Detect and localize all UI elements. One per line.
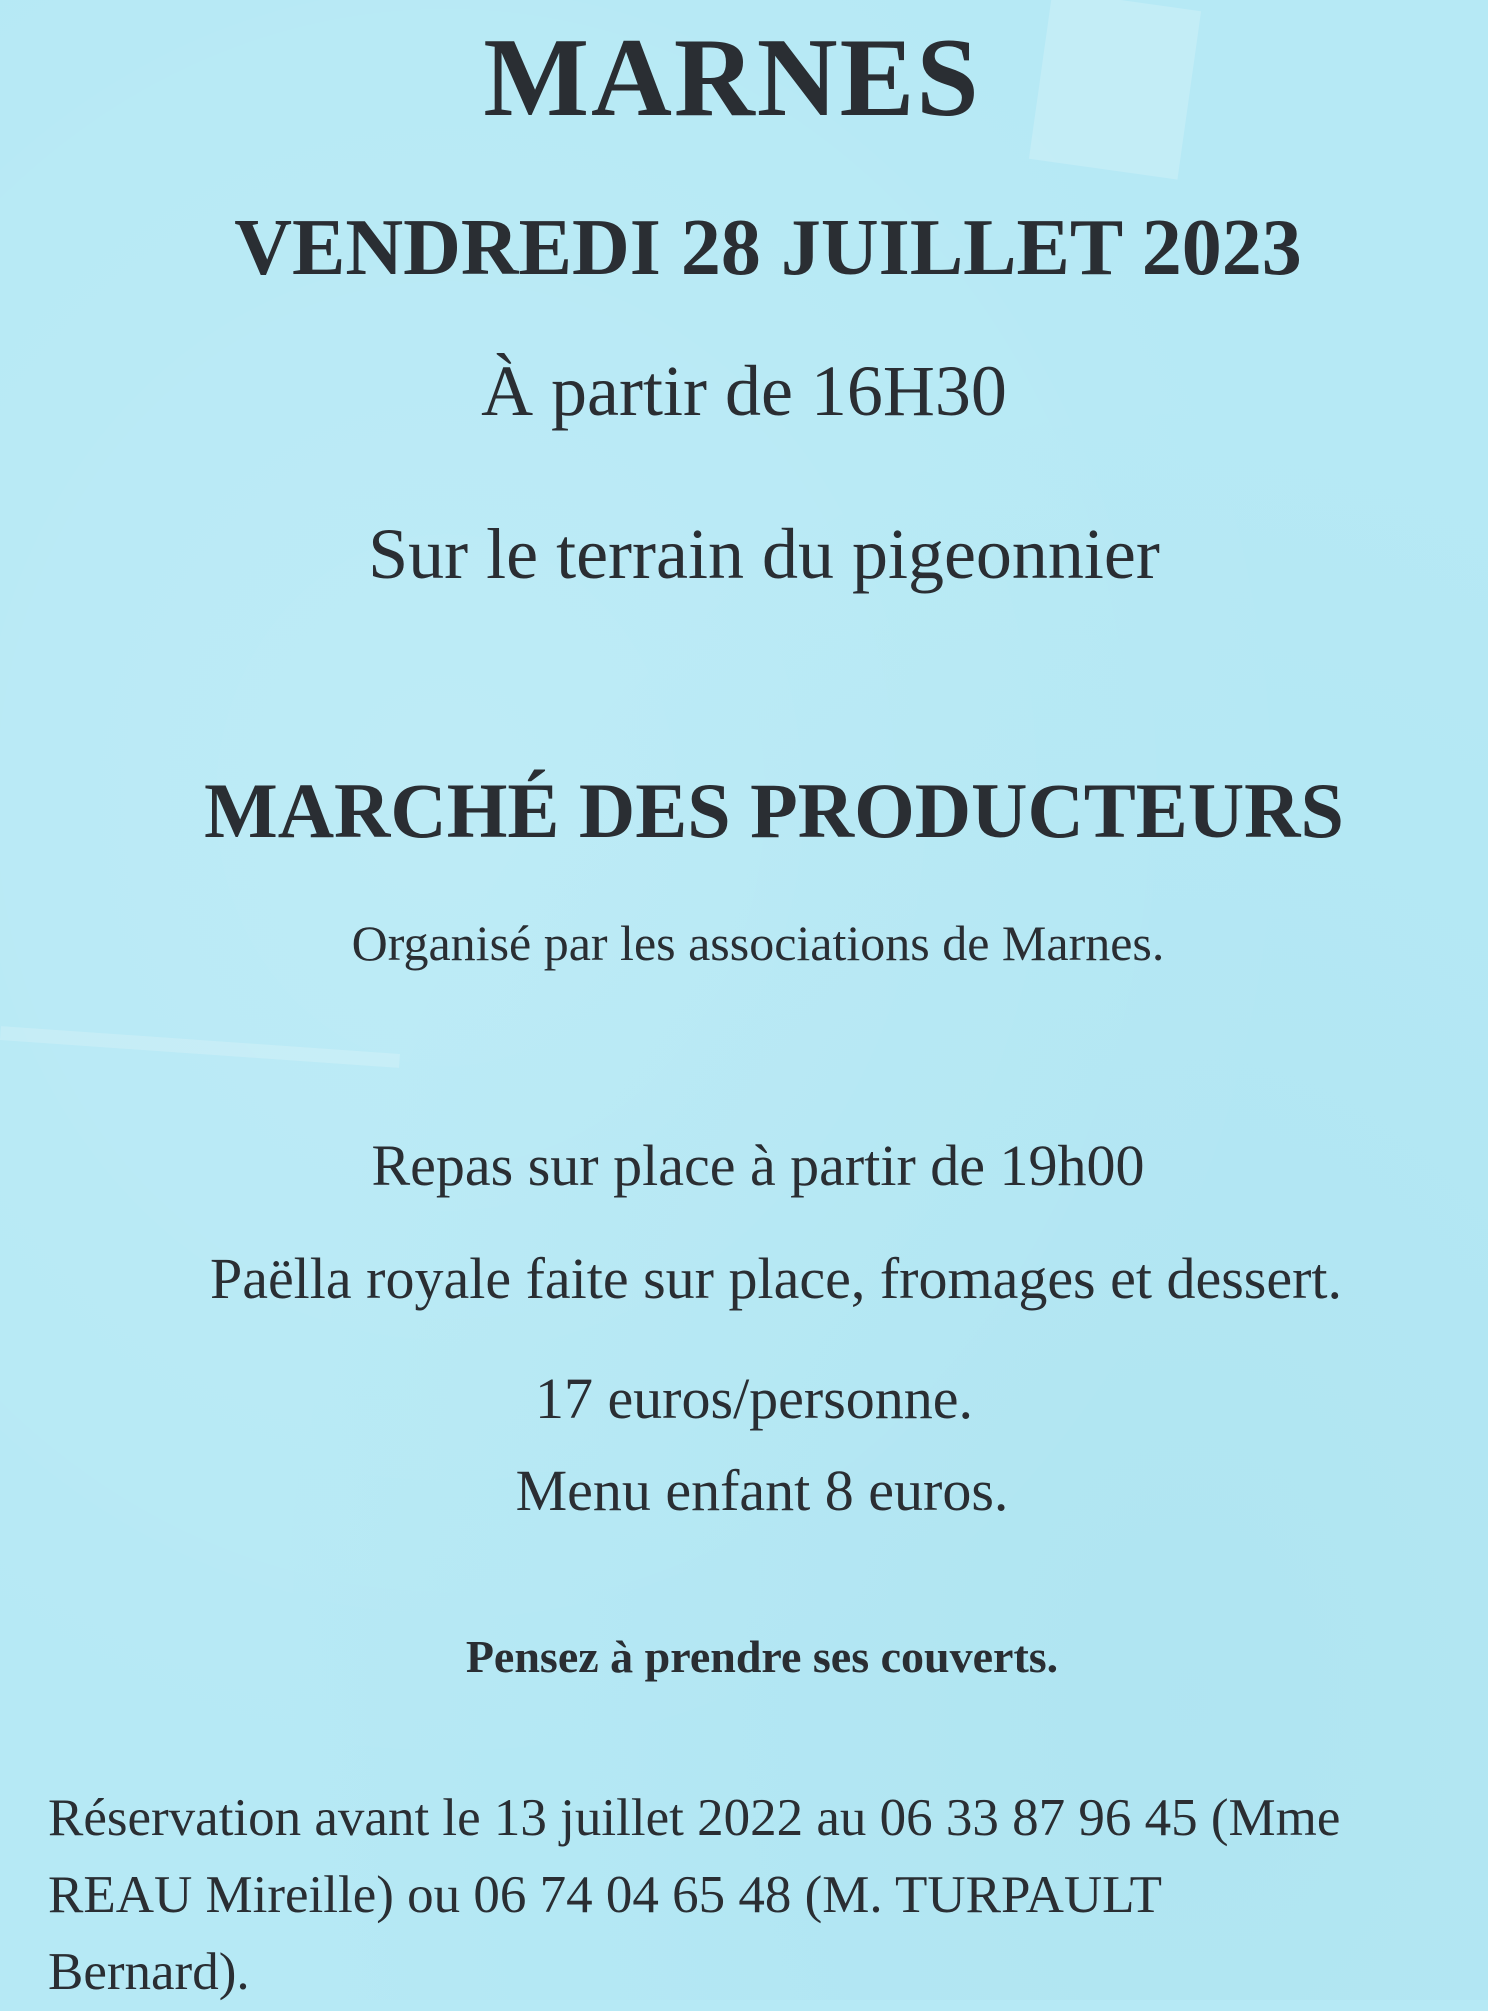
town-title: MARNES	[483, 16, 981, 140]
reservation-line: Réservation avant le 13 juillet 2022 au 06 33 87 96 45 (Mme	[48, 1789, 1341, 1847]
menu-description: Paëlla royale faite sur place, fromages et dessert.	[209, 1246, 1343, 1311]
meal-time: Repas sur place à partir de 19h00	[371, 1133, 1145, 1198]
adult-price: 17 euros/personne.	[534, 1366, 974, 1431]
reservation-line: REAU Mireille) ou 06 74 04 65 48 (M. TURPAULT	[48, 1866, 1163, 1924]
start-time: À partir de 16H30	[481, 351, 1007, 431]
reservation-info	[48, 1780, 1468, 2011]
paper-crease	[0, 1026, 400, 1068]
organizer-note: Organisé par les associations de Marnes.	[351, 915, 1165, 971]
event-name: MARCHÉ DES PRODUCTEURS	[204, 767, 1344, 854]
event-date: VENDREDI 28 JUILLET 2023	[234, 204, 1302, 292]
cutlery-reminder: Pensez à prendre ses couverts.	[465, 1631, 1059, 1682]
child-price: Menu enfant 8 euros.	[515, 1458, 1009, 1523]
venue: Sur le terrain du pigeonnier	[368, 514, 1160, 594]
reservation-line: Bernard).	[48, 1943, 250, 2001]
